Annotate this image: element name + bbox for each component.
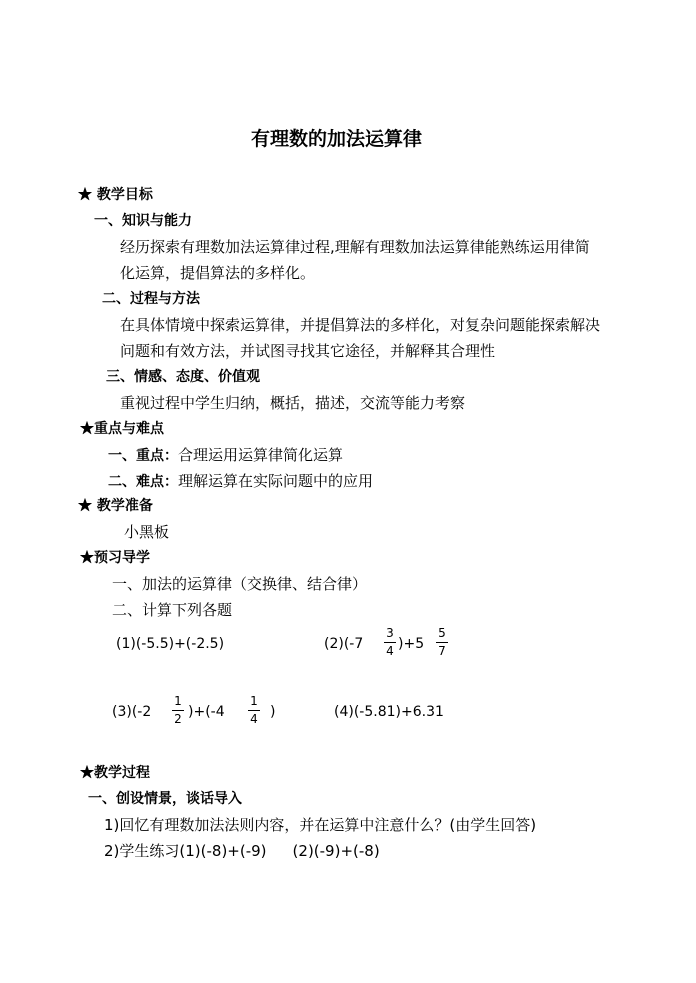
fraction-numerator: 1 bbox=[174, 694, 182, 708]
preview-line-1: 一、加法的运算律（交换律、结合律） bbox=[112, 575, 368, 593]
problem-2-fraction-1 bbox=[384, 627, 396, 659]
objective-2-line-2: 问题和有效方法，并试图寻找其它途径，并解释其合理性 bbox=[120, 342, 496, 360]
prep-heading: ★ 教学准备 bbox=[78, 498, 153, 514]
objective-3-title: 三、情感、态度、价值观 bbox=[106, 369, 260, 385]
key-points-heading: ★重点与难点 bbox=[80, 421, 164, 437]
page-title: 有理数的加法运算律 bbox=[251, 128, 423, 150]
process-section-1-title: 一、创设情景，谈话导入 bbox=[88, 791, 242, 807]
problem-1: (1)(-5.5)+(-2.5) bbox=[116, 636, 225, 652]
fraction-numerator: 5 bbox=[438, 626, 446, 640]
prep-item: 小黑板 bbox=[124, 523, 170, 541]
process-line-2-part-a: 2)学生练习(1)(-8)+(-9) bbox=[104, 842, 267, 860]
problem-3-part-b: )+(-4 bbox=[188, 704, 225, 720]
objective-1-line-1: 经历探索有理数加法运算律过程,理解有理数加法运算律能熟练运用律简 bbox=[120, 238, 590, 256]
objectives-heading: ★ 教学目标 bbox=[78, 187, 153, 203]
preview-line-2: 二、计算下列各题 bbox=[112, 601, 233, 619]
fraction-numerator: 1 bbox=[250, 694, 258, 708]
objective-1-line-2: 化运算，提倡算法的多样化。 bbox=[120, 264, 316, 282]
problem-2-fraction-2 bbox=[436, 627, 448, 659]
fraction-bar bbox=[436, 642, 448, 643]
key-point-1-label: 一、重点： bbox=[108, 448, 178, 464]
problem-4: (4)(-5.81)+6.31 bbox=[334, 704, 444, 720]
objective-2-title: 二、过程与方法 bbox=[102, 291, 200, 307]
key-point-1 bbox=[108, 447, 343, 463]
problem-3-fraction-1 bbox=[172, 695, 184, 727]
key-point-2-label: 二、难点： bbox=[108, 474, 178, 490]
key-point-1-text: 合理运用运算律简化运算 bbox=[178, 446, 344, 464]
problem-3-part-a: (3)(-2 bbox=[112, 704, 152, 720]
objective-2-line-1: 在具体情境中探索运算律，并提倡算法的多样化，对复杂问题能探索解决 bbox=[120, 316, 601, 334]
fraction-denominator: 7 bbox=[438, 644, 446, 658]
fraction-denominator: 4 bbox=[250, 712, 258, 726]
fraction-numerator: 3 bbox=[386, 626, 394, 640]
fraction-denominator: 4 bbox=[386, 644, 394, 658]
process-line-1: 1)回忆有理数加法法则内容，并在运算中注意什么？(由学生回答) bbox=[104, 816, 537, 834]
process-heading: ★教学过程 bbox=[80, 765, 150, 781]
process-line-2 bbox=[104, 844, 380, 859]
fraction-bar bbox=[172, 710, 184, 711]
objective-3-line-1: 重视过程中学生归纳，概括，描述，交流等能力考察 bbox=[120, 394, 466, 412]
key-point-2 bbox=[108, 473, 373, 489]
problem-2-part-b: )+5 bbox=[398, 636, 425, 652]
fraction-bar bbox=[248, 710, 260, 711]
problem-3-fraction-2 bbox=[248, 695, 260, 727]
objective-1-title: 一、知识与能力 bbox=[94, 213, 192, 229]
fraction-bar bbox=[384, 642, 396, 643]
key-point-2-text: 理解运算在实际问题中的应用 bbox=[178, 472, 374, 490]
problem-3-part-c: ) bbox=[270, 704, 276, 720]
problem-2-part-a: (2)(-7 bbox=[324, 636, 364, 652]
fraction-denominator: 2 bbox=[174, 712, 182, 726]
preview-heading: ★预习导学 bbox=[80, 550, 150, 566]
process-line-2-part-b: (2)(-9)+(-8) bbox=[292, 842, 380, 860]
